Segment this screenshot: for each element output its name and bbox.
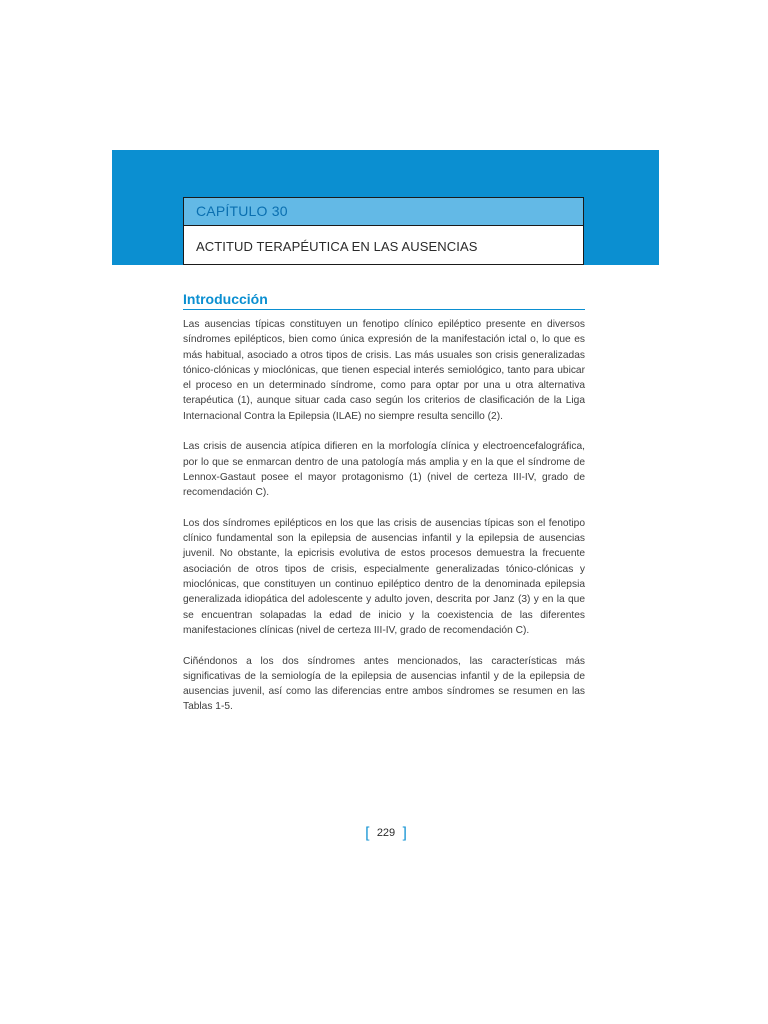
paragraph: Las ausencias típicas constituyen un fenotipo clínico epiléptico presente en diversos síndromes epilépticos, bien como única expresión de la manifestación ictal o, lo que es más habitual, asociado a otros tipos de crisis. Las más usuales son crisis generalizadas tónico-clónicas y mioclónicas, que tienen especial interés semiológico, tanto para ubicar el proceso en un determinado síndrome, como para optar por una u otra alternativa terapéutica (1), aunque situar cada caso según los criterios de clasificación de la Liga Internacional Contra la Epilepsia (ILAE) no siempre resulta sencillo (2).	[183, 319, 585, 422]
chapter-title: ACTITUD TERAPÉUTICA EN LAS AUSENCIAS	[196, 239, 478, 254]
chapter-label-bar	[184, 198, 583, 226]
paragraph: Las crisis de ausencia atípica difieren en la morfología clínica y electroencefalográfica, por lo que se enmarcan dentro de una patología más amplia y en la que el síndrome de Lennox-Gastaut posee el mayor protagonismo (1) (nivel de certeza III-IV, grado de recomendación C).	[183, 441, 585, 499]
chapter-title-box	[183, 197, 584, 265]
bracket-open: [	[365, 824, 370, 842]
section-heading: Introducción	[183, 291, 268, 307]
page-number: 229	[376, 826, 396, 839]
bracket-close: ]	[402, 824, 407, 842]
paragraph: Ciñéndonos a los dos síndromes antes mencionados, las características más significativas de la semiología de la epilepsia de ausencias infantil y de la epilepsia de ausencias juvenil, así como las diferencias entre ambos síndromes se resumen en las Tablas 1-5.	[183, 655, 585, 713]
section-divider	[183, 309, 585, 310]
chapter-label: CAPÍTULO 30	[196, 203, 288, 219]
body-text	[183, 317, 585, 730]
paragraph: Los dos síndromes epilépticos en los que las crisis de ausencias típicas son el fenotipo clínico fundamental son la epilepsia de ausencias infantil y la epilepsia de ausencias juvenil. No obstante, la epicrisis evolutiva de estos procesos demuestra la frecuente asociación de otros tipos de crisis, especialmente generalizadas tónico-clónicas y mioclónicas, que constituyen un continuo epiléptico dentro de la denominada epilepsia generalizada idiopática del adolescente y adulto joven, descrita por Janz (3) y en la que se encuentran solapadas la edad de inicio y la coexistencia de las diferentes manifestaciones clínicas (nivel de certeza III-IV, grado de recomendación C).	[183, 517, 585, 636]
page-footer	[364, 824, 408, 844]
